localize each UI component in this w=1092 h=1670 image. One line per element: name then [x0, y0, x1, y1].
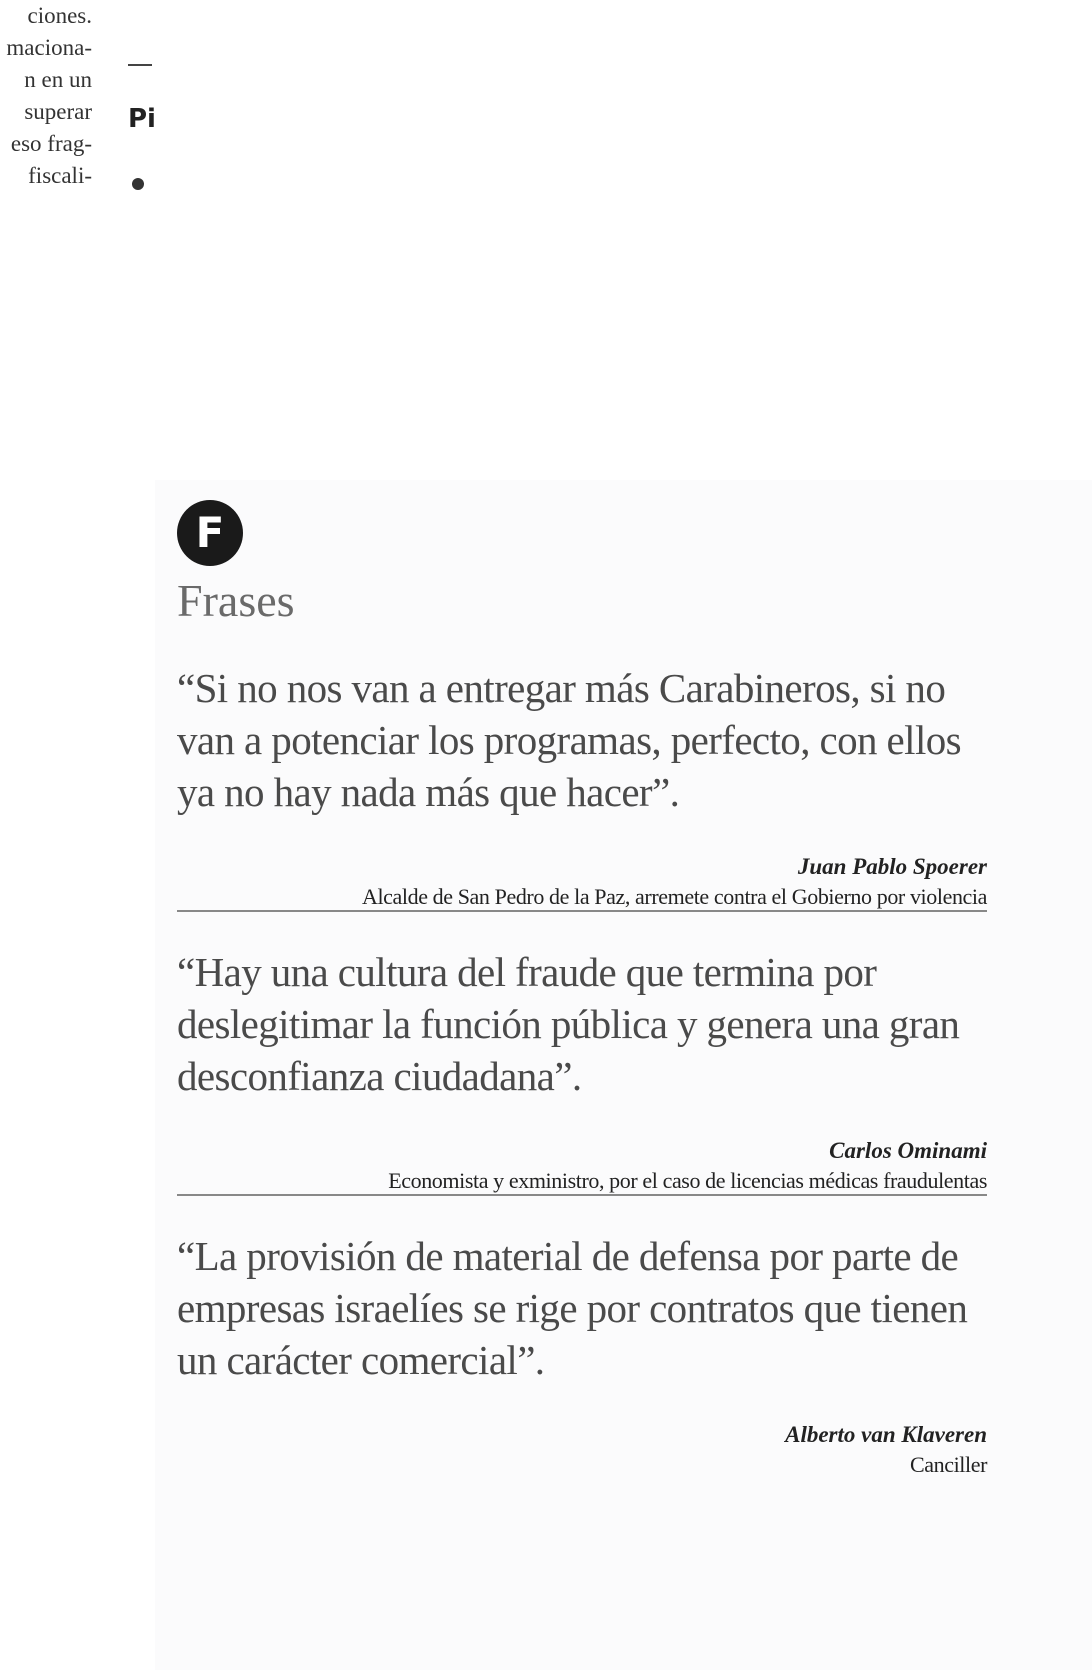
section-badge-icon: F [177, 500, 243, 566]
quotes-panel [155, 480, 1092, 1670]
quote-text: “La provisión de material de defensa por parte de empresas israelíes se rige por contratos que tienen un carácter comercial”. [177, 1233, 968, 1383]
fragment-line: fiscali- [28, 163, 92, 188]
fragment-line: superar [24, 99, 92, 124]
quote-author: Carlos Ominami [829, 1138, 987, 1163]
quote-author-role: Economista y exministro, por el caso de licencias médicas fraudulentas [388, 1168, 987, 1193]
quote-text: “Hay una cultura del fraude que termina por deslegitimar la función pública y genera una gran desconfianza ciudadana”. [177, 949, 960, 1099]
adjacent-article-fragment [0, 0, 160, 190]
fragment-text-column [0, 0, 92, 190]
quote-author: Juan Pablo Spoerer [797, 854, 987, 879]
quote-text: “Si no nos van a entregar más Carabineros, si no van a potenciar los programas, perfecto, con ellos ya no hay nada más que hacer”. [177, 665, 961, 815]
quote-divider [177, 910, 987, 912]
fragment-line: ciones. [27, 3, 92, 28]
quote-divider [177, 1194, 987, 1196]
fragment-heading: Pi [128, 104, 156, 134]
section-title: Frases [177, 575, 295, 626]
quote-item [177, 662, 987, 912]
quote-author-role: Alcalde de San Pedro de la Paz, arremete contra el Gobierno por violencia [361, 884, 987, 909]
fragment-line: n en un [24, 67, 92, 92]
quote-item [177, 1230, 987, 1480]
fragment-divider [128, 64, 152, 66]
quote-item [177, 946, 987, 1196]
quote-author-role: Canciller [909, 1452, 987, 1477]
bullet-icon [132, 178, 144, 190]
quote-author: Alberto van Klaveren [785, 1422, 987, 1447]
fragment-line: eso frag- [10, 131, 92, 156]
fragment-line: maciona- [6, 35, 92, 60]
